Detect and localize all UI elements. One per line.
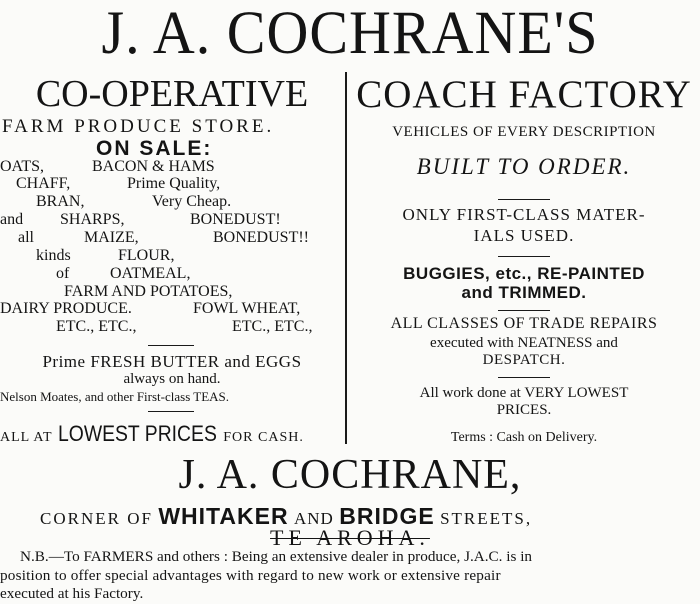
list-item: FOWL WHEAT, [193,300,301,317]
repairs-line-2: executed with NEATNESS and [430,335,618,351]
list-item: BRAN, [36,193,85,210]
list-item: and [0,211,24,228]
list-item: OATMEAL, [110,265,191,282]
buggies-line-2: and TRIMMED. [461,283,587,302]
street-2: BRIDGE [339,503,435,529]
and-text: AND [293,509,334,528]
list-item: ETC., ETC., [56,318,137,335]
list-item: BONEDUST! [190,211,281,228]
list-item: CHAFF, [16,175,71,192]
divider [498,256,550,257]
nb-line-1: N.B.—To FARMERS and others : Being an extensive dealer in produce, J.A.C. is in [20,548,533,565]
column-divider [345,72,347,444]
coach-factory-heading: COACH FACTORY [356,73,692,116]
divider [148,345,194,346]
list-item: MAIZE, [84,229,139,246]
list-item: FARM AND POTATOES, [64,283,233,300]
list-item: FLOUR, [118,247,175,264]
materials-line-1: ONLY FIRST-CLASS MATER- [402,205,646,224]
lowest-post: FOR CASH. [223,430,304,445]
town-name: TE AROHA. [270,525,430,550]
on-sale-label: ON SALE: [96,137,213,160]
materials-line-2: IALS USED. [473,226,575,245]
list-item: SHARPS, [60,211,125,228]
list-item: Prime Quality, [127,175,221,192]
vehicles-line: VEHICLES OF EVERY DESCRIPTION [392,124,656,140]
divider [498,377,550,378]
divider [498,310,550,311]
footer-name: J. A. COCHRANE, [178,452,522,498]
divider [148,411,194,412]
cooperative-heading: CO-OPERATIVE [35,73,309,115]
street-1: WHITAKER [158,503,289,529]
nb-line-3: executed at his Factory. [0,585,144,602]
nb-line-2: position to offer special advantages with regard to new work or extensive repair [0,567,501,584]
butter-line: Prime FRESH BUTTER and EGGS [42,352,302,371]
corner-pre: CORNER OF [40,509,153,528]
repairs-line-3: DESPATCH. [482,352,566,368]
buggies-line-1: BUGGIES, etc., RE-PAINTED [403,264,645,283]
list-item: of [56,265,70,282]
work-line-2: PRICES. [496,402,552,418]
lowest-main: LOWEST PRICES [57,421,217,446]
list-item: BACON & HAMS [92,158,215,175]
always-line: always on hand. [123,371,221,387]
list-item: DAIRY PRODUCE. [0,300,132,317]
list-item: ETC., ETC., [232,318,313,335]
list-item: all [18,229,34,246]
terms-line: Terms : Cash on Delivery. [450,430,598,445]
list-item: kinds [36,247,71,264]
work-line-1: All work done at VERY LOWEST [419,385,629,401]
list-item: OATS, [0,158,45,175]
corner-post: STREETS, [440,509,533,528]
divider [498,199,550,200]
page-title: J. A. COCHRANE'S [101,0,599,67]
repairs-line-1: ALL CLASSES OF TRADE REPAIRS [390,315,658,332]
lowest-prices-line [0,421,304,447]
list-item: Very Cheap. [152,193,232,210]
built-to-order: BUILT TO ORDER. [416,154,632,179]
list-item: BONEDUST!! [213,229,309,246]
farm-produce-subheading: FARM PRODUCE STORE. [2,116,275,137]
lowest-pre: ALL AT [0,430,53,445]
teas-line: Nelson Moates, and other First-class TEAS. [0,389,230,404]
